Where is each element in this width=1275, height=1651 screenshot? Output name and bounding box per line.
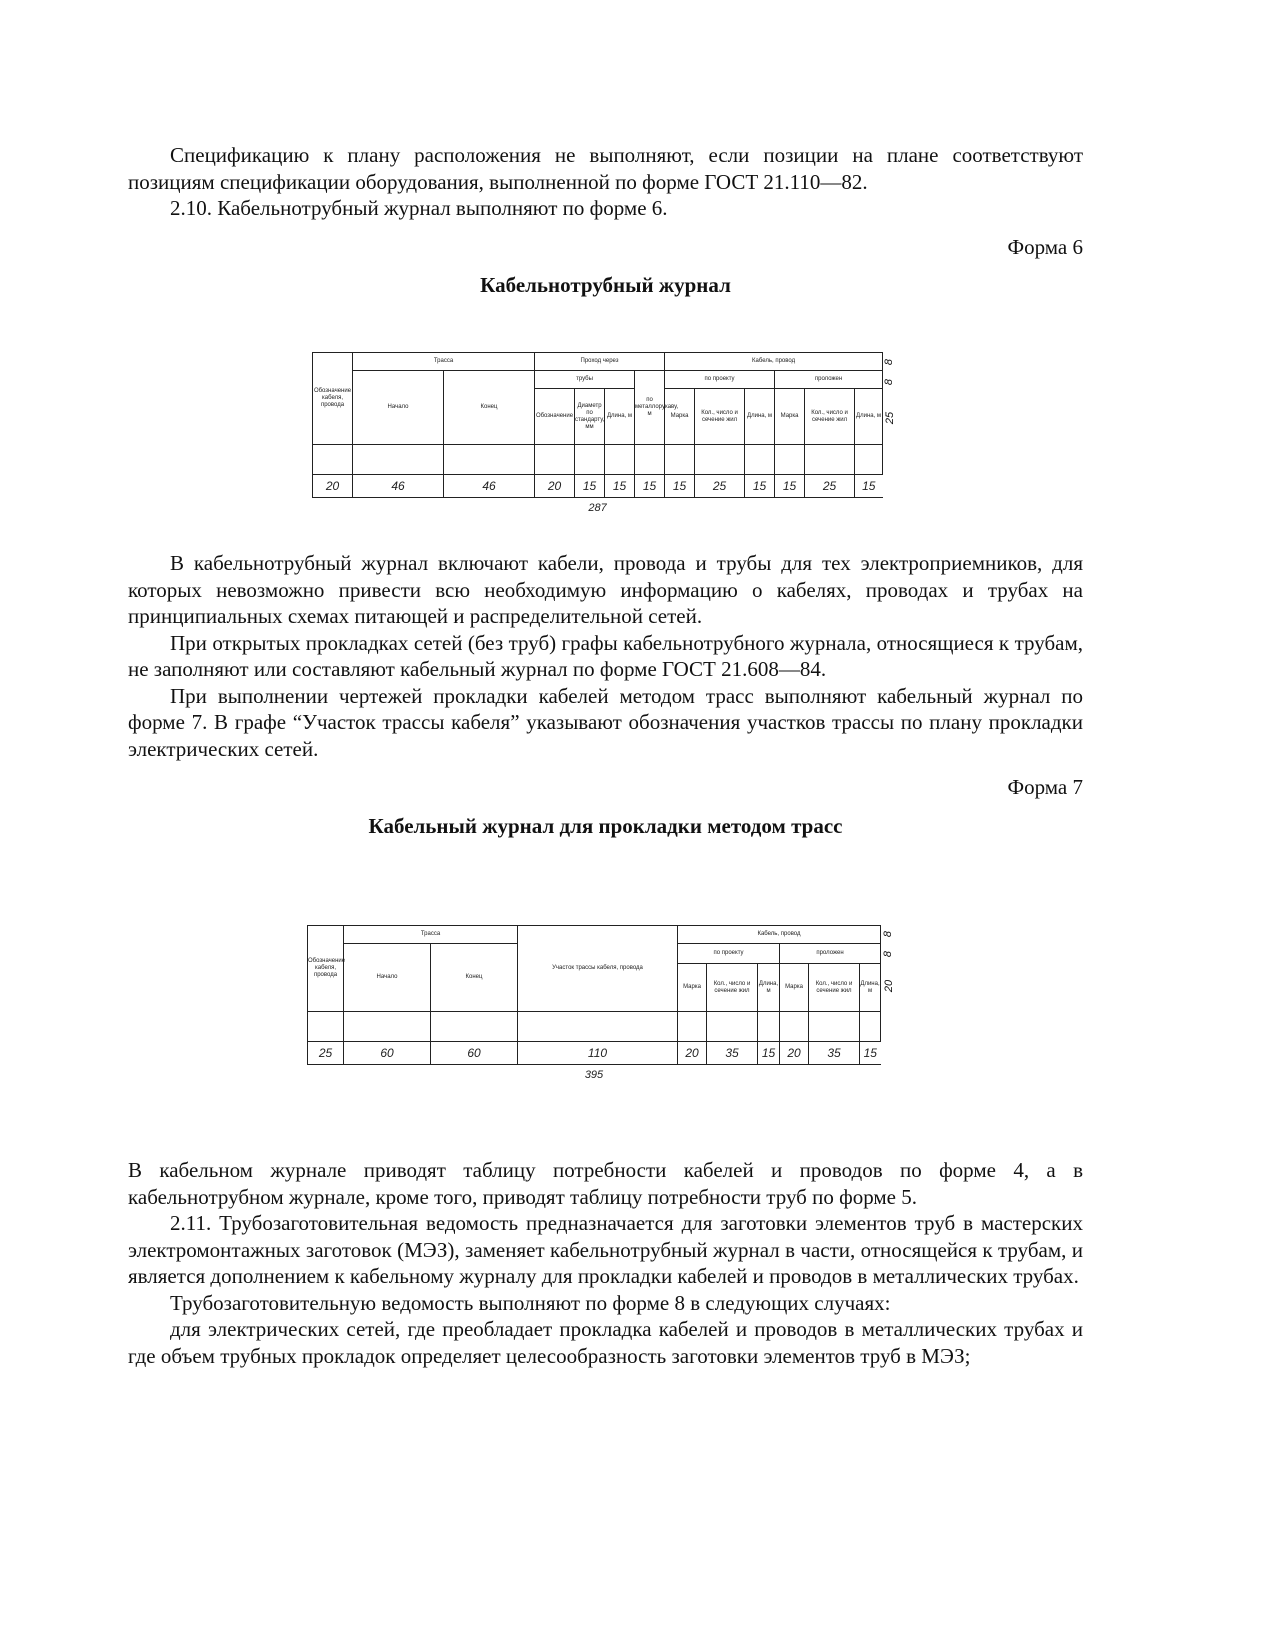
header-cell: Марка — [678, 964, 707, 1012]
side-dim: 20 — [883, 979, 896, 993]
header-cell: проложен — [775, 371, 883, 389]
dim: 25 — [308, 1042, 344, 1065]
header-cell: Трасса — [353, 353, 535, 371]
header-cell: Трасса — [344, 926, 518, 944]
dim: 20 — [780, 1042, 809, 1065]
side-dim: 8 — [882, 930, 895, 938]
header-cell: Длина, м — [855, 389, 883, 445]
header-cell: Диаметр по стандарту, мм — [575, 389, 605, 445]
bottom-text — [128, 1157, 1083, 1369]
header-cell: Марка — [780, 964, 809, 1012]
header-cell: Проход через — [535, 353, 665, 371]
dim: 15 — [860, 1042, 881, 1065]
header-cell: Конец — [431, 944, 518, 1012]
header-cell: Длина, м — [758, 964, 780, 1012]
header-cell: Обозначение — [535, 389, 575, 445]
total-dim: 395 — [308, 1065, 881, 1086]
form6-table — [312, 352, 883, 518]
dim: 15 — [665, 475, 695, 498]
paragraph: 2.10. Кабельнотрубный журнал выполняют по форме 6. — [170, 196, 668, 220]
header-cell: Марка — [665, 389, 695, 445]
paragraph: При выполнении чертежей прокладки кабелей методом трасс выполняют кабельный журнал по форме 7. В графе “Участок трассы кабеля” указывают обозначения участков трассы по плану прокладки электрических сетей. — [128, 683, 1083, 761]
paragraph: Спецификацию к плану расположения не выполняют, если позиции на плане соответствуют позициям спецификации оборудования, выполненной по форме ГОСТ 21.110—82. — [128, 143, 1083, 194]
header-cell: Обозначение кабеля, провода — [313, 353, 353, 445]
header-cell: Кол., число и сечение жил — [809, 964, 860, 1012]
dim: 15 — [775, 475, 805, 498]
paragraph: Трубозаготовительную ведомость выполняют по форме 8 в следующих случаях: — [170, 1290, 891, 1315]
dim: 35 — [707, 1042, 758, 1065]
dim: 15 — [745, 475, 775, 498]
paragraph: для электрических сетей, где преобладает прокладка кабелей и проводов в металлических трубах и где объем трубных прокладок определяет целесообразность заготовки элементов труб в МЭЗ; — [128, 1317, 1083, 1368]
header-cell: Кабель, провод — [678, 926, 881, 944]
header-cell: Кол., число и сечение жил — [805, 389, 855, 445]
side-dim: 8 — [883, 358, 896, 366]
header-cell: Кол., число и сечение жил — [707, 964, 758, 1012]
header-cell: Начало — [353, 371, 444, 445]
header-cell: трубы — [535, 371, 635, 389]
header-cell: Начало — [344, 944, 431, 1012]
header-cell: Кабель, провод — [665, 353, 883, 371]
paragraph: При открытых прокладках сетей (без труб) графы кабельнотрубного журнала, относящиеся к трубам, не заполняют или составляют кабельный журнал по форме ГОСТ 21.608—84. — [128, 630, 1083, 681]
header-cell: Конец — [444, 371, 535, 445]
header-cell: Марка — [775, 389, 805, 445]
dim: 15 — [855, 475, 883, 498]
dim: 20 — [535, 475, 575, 498]
dim: 46 — [353, 475, 444, 498]
form6-label: Форма 6 — [1007, 234, 1083, 259]
side-dim: 8 — [883, 378, 896, 386]
form7-table — [307, 925, 881, 1085]
dim: 60 — [431, 1042, 518, 1065]
dim: 15 — [575, 475, 605, 498]
header-cell: Участок трассы кабеля, провода — [518, 926, 678, 1012]
dim: 110 — [518, 1042, 678, 1065]
top-text — [128, 142, 1083, 299]
header-cell: по проекту — [665, 371, 775, 389]
side-dim: 8 — [882, 950, 895, 958]
dim: 25 — [805, 475, 855, 498]
header-cell: Обозначение кабеля, провода — [308, 926, 344, 1012]
header-cell: Длина, м — [605, 389, 635, 445]
header-cell: Длина, м — [745, 389, 775, 445]
middle-text — [128, 550, 1083, 839]
dim: 15 — [758, 1042, 780, 1065]
dim: 15 — [635, 475, 665, 498]
form7-label: Форма 7 — [1007, 775, 1083, 799]
side-dim: 25 — [884, 411, 897, 425]
form6-title: Кабельнотрубный журнал — [480, 273, 731, 297]
paragraph: В кабельнотрубный журнал включают кабели, провода и трубы для тех электроприемников, для которых невозможно привести всю необходимую информацию о кабелях, проводах и трубах на принципиальных схемах питающей и распределительной сетей. — [128, 551, 1083, 628]
header-cell: Длина, м — [860, 964, 881, 1012]
header-cell: Кол., число и сечение жил — [695, 389, 745, 445]
dim: 20 — [313, 475, 353, 498]
form7-title: Кабельный журнал для прокладки методом трасс — [368, 813, 843, 838]
dim: 15 — [605, 475, 635, 498]
dim: 25 — [695, 475, 745, 498]
paragraph: В кабельном журнале приводят таблицу потребности кабелей и проводов по форме 4, а в кабельнотрубном журнале, кроме того, приводят таблицу потребности труб по форме 5. — [128, 1158, 1083, 1209]
dim: 60 — [344, 1042, 431, 1065]
header-cell: по металлорукаву, м — [635, 371, 665, 445]
dim: 46 — [444, 475, 535, 498]
total-dim: 287 — [313, 498, 883, 519]
header-cell: проложен — [780, 944, 881, 964]
paragraph: 2.11. Трубозаготовительная ведомость предназначается для заготовки элементов труб в мастерских электромонтажных заготовок (МЭЗ), заменяет кабельнотрубный журнал в части, относящейся к трубам, и является дополнением к кабельному журналу для прокладки кабелей и проводов в металлических трубах. — [128, 1211, 1083, 1288]
dim: 35 — [809, 1042, 860, 1065]
header-cell: по проекту — [678, 944, 780, 964]
dim: 20 — [678, 1042, 707, 1065]
